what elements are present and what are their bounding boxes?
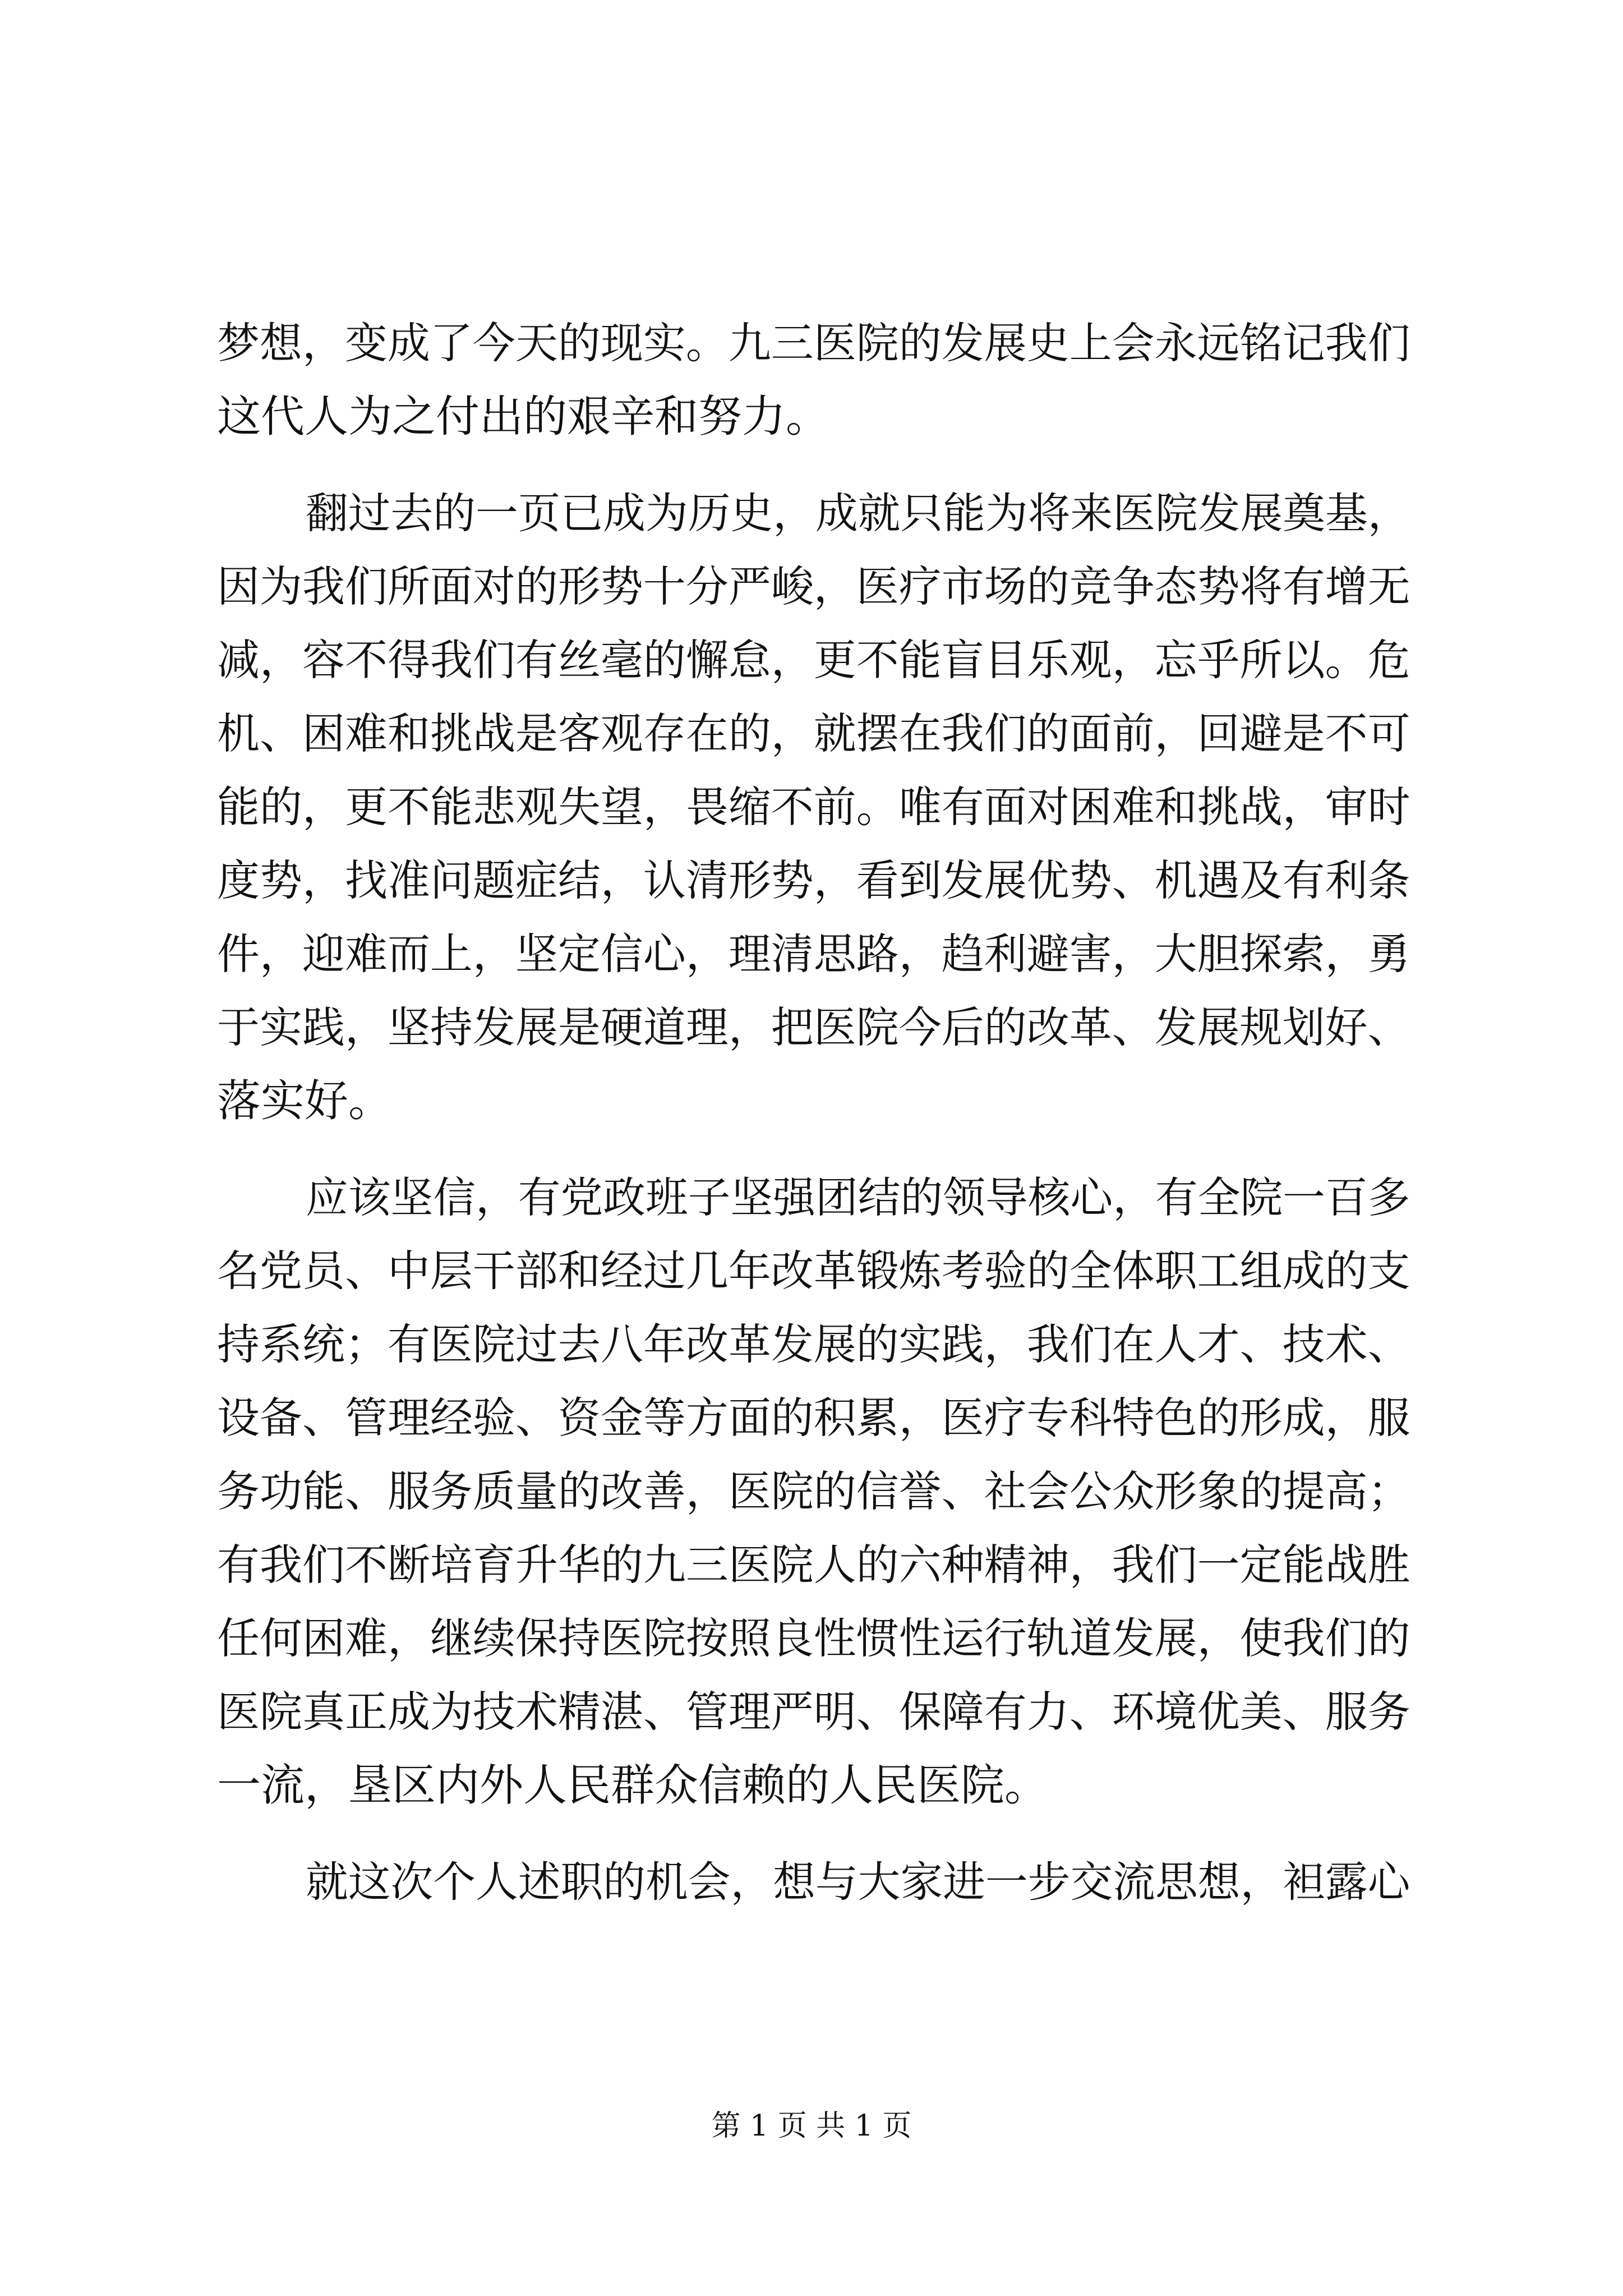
text-line	[0, 1235, 1623, 1308]
line-text: 名党员、中层干部和经过几年改革锻炼考验的全体职工组成的支	[217, 1246, 1410, 1296]
line-text: 梦想，变成了今天的现实。九三医院的发展史上会永远铭记我们	[217, 318, 1410, 368]
line-text: 务功能、服务质量的改善，医院的信誉、社会公众形象的提高；	[217, 1466, 1410, 1516]
text-line	[0, 307, 1623, 380]
line-text: 因为我们所面对的形势十分严峻，医疗市场的竞争态势将有增无	[217, 562, 1410, 611]
line-text: 于实践，坚持发展是硬道理，把医院今后的改革、发展规划好、	[217, 1002, 1410, 1052]
line-text: 能的，更不能悲观失望，畏缩不前。唯有面对困难和挑战，审时	[217, 782, 1410, 832]
text-line	[0, 697, 1623, 770]
paragraph-first-line	[0, 1161, 1623, 1234]
text-line	[0, 844, 1623, 917]
line-text: 医院真正成为技术精湛、管理严明、保障有力、环境优美、服务	[217, 1687, 1410, 1737]
page-footer: 第 1 页 共 1 页	[711, 2109, 912, 2143]
text-line	[0, 624, 1623, 697]
text-line	[0, 1455, 1623, 1528]
line-text: 减，容不得我们有丝毫的懈怠，更不能盲目乐观，忘乎所以。危	[217, 635, 1410, 685]
text-line	[0, 1749, 1623, 1822]
line-text: 就这次个人述职的机会，想与大家进一步交流思想，袒露心	[306, 1857, 1410, 1907]
line-text: 翻过去的一页已成为历史，成就只能为将来医院发展奠基，	[306, 489, 1410, 538]
text-line	[0, 1308, 1623, 1381]
text-line	[0, 1065, 1623, 1138]
text-line	[0, 550, 1623, 623]
text-line	[0, 918, 1623, 991]
line-text: 一流，垦区内外人民群众信赖的人民医院。	[217, 1760, 1049, 1811]
line-text: 有我们不断培育升华的九三医院人的六种精神，我们一定能战胜	[217, 1540, 1410, 1590]
paragraph-first-line	[0, 1846, 1623, 1918]
line-text: 设备、管理经验、资金等方面的积累，医疗专科特色的形成，服	[217, 1393, 1410, 1443]
text-line	[0, 771, 1623, 844]
line-text: 落实好。	[217, 1076, 393, 1126]
line-text: 度势，找准问题症结，认清形势，看到发展优势、机遇及有利条	[217, 855, 1410, 905]
line-text: 件，迎难而上，坚定信心，理清思路，趋利避害，大胆探索，勇	[217, 929, 1410, 979]
line-text: 任何困难，继续保持医院按照良性惯性运行轨道发展，使我们的	[217, 1613, 1410, 1663]
text-line	[0, 380, 1623, 453]
line-text: 应该坚信，有党政班子坚强团结的领导核心，有全院一百多	[306, 1173, 1410, 1222]
text-line	[0, 1676, 1623, 1749]
paragraph-first-line	[0, 477, 1623, 550]
line-text: 这代人为之付出的艰辛和努力。	[217, 392, 830, 442]
line-text: 持系统；有医院过去八年改革发展的实践，我们在人才、技术、	[217, 1319, 1410, 1369]
text-line	[0, 1529, 1623, 1602]
text-line	[0, 1382, 1623, 1455]
text-line	[0, 991, 1623, 1064]
text-line	[0, 1602, 1623, 1675]
line-text: 机、困难和挑战是客观存在的，就摆在我们的面前，回避是不可	[217, 708, 1410, 758]
